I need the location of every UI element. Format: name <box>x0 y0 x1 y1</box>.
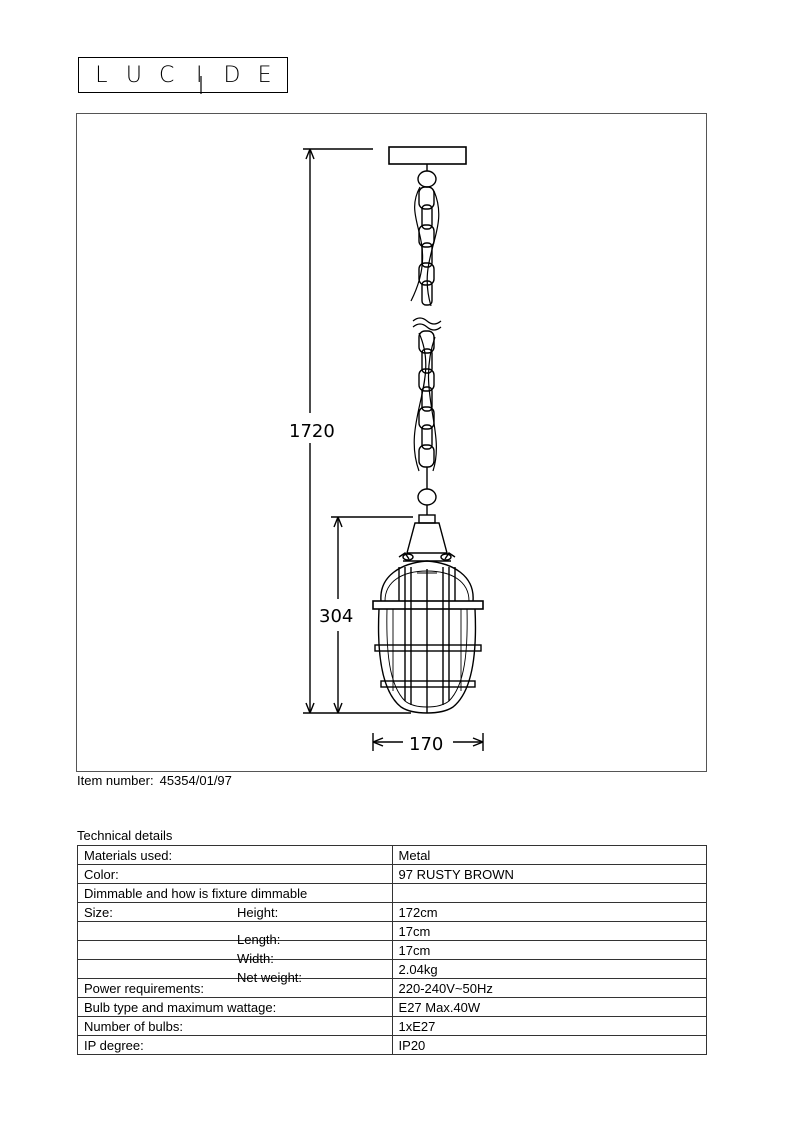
spec-key: Number of bulbs: <box>78 1017 393 1036</box>
table-row <box>78 922 707 941</box>
table-row <box>78 1017 707 1036</box>
lamp-cage <box>373 561 483 713</box>
table-row <box>78 941 707 960</box>
table-row <box>78 903 707 922</box>
spec-key: Power requirements: <box>78 979 393 998</box>
spec-value: 97 RUSTY BROWN <box>392 865 706 884</box>
spec-value: 2.04kg <box>392 960 706 979</box>
spec-key-cell <box>78 922 393 947</box>
logo-letter: E <box>257 62 272 88</box>
table-row <box>78 1036 707 1055</box>
spec-value: E27 Max.40W <box>392 998 706 1017</box>
dimension-width: 170 <box>409 734 444 755</box>
spec-value: 17cm <box>392 922 706 941</box>
item-number-label: Item number: <box>77 773 154 788</box>
technical-details-table <box>77 845 707 1055</box>
logo-letter: D <box>223 62 241 88</box>
chain-upper <box>411 171 439 306</box>
spec-key: Materials used: <box>78 846 393 865</box>
table-row <box>78 846 707 865</box>
item-number <box>77 773 232 788</box>
spec-key: Size: <box>84 904 113 920</box>
logo-letter: U <box>125 62 143 88</box>
spec-sub-key: Net weight: <box>237 970 303 985</box>
lamp-socket <box>399 505 455 561</box>
logo-letter: I <box>196 62 203 88</box>
spec-value: IP20 <box>392 1036 706 1055</box>
spec-value: 220-240V~50Hz <box>392 979 706 998</box>
spec-key-cell <box>78 903 393 922</box>
spec-key-cell <box>78 960 393 985</box>
table-row <box>78 960 707 979</box>
spec-value: 1xE27 <box>392 1017 706 1036</box>
chain-lower <box>414 331 436 505</box>
spec-key-cell <box>78 941 393 966</box>
spec-key: IP degree: <box>78 1036 393 1055</box>
technical-details-title: Technical details <box>77 828 173 843</box>
table-row <box>78 998 707 1017</box>
spec-value: Metal <box>392 846 706 865</box>
spec-key: Bulb type and maximum wattage: <box>78 998 393 1017</box>
spec-sub-key: Length: <box>237 932 281 947</box>
spec-sub-key: Height: <box>237 904 279 920</box>
spec-key: Color: <box>78 865 393 884</box>
technical-drawing-frame <box>76 113 707 772</box>
table-row <box>78 884 707 903</box>
spec-value <box>392 884 706 903</box>
spec-value: 172cm <box>392 903 706 922</box>
spec-value: 17cm <box>392 941 706 960</box>
logo-letter: C <box>158 62 175 88</box>
item-number-value: 45354/01/97 <box>159 773 232 788</box>
dimension-shade-height: 304 <box>319 606 354 627</box>
spec-key: Dimmable and how is fixture dimmable <box>78 884 393 903</box>
logo-letter: L <box>95 62 108 88</box>
table-row <box>78 865 707 884</box>
table-row <box>78 979 707 998</box>
ceiling-canopy <box>389 147 466 164</box>
dimension-total-height: 1720 <box>289 421 335 442</box>
spec-sub-key: Width: <box>237 951 274 966</box>
